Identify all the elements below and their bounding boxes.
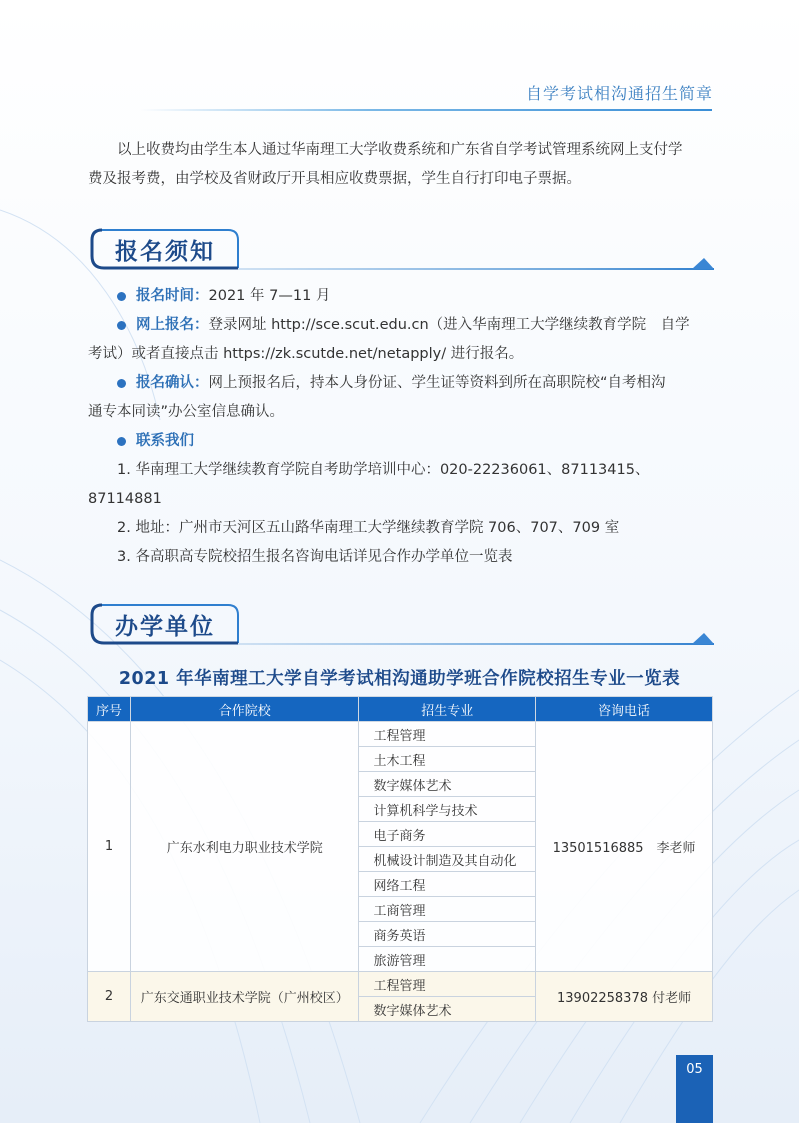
bullet-item-time (88, 282, 714, 311)
schools-table (87, 696, 713, 1022)
section-heading-schools (88, 603, 714, 647)
online-label: 网上报名： (136, 317, 209, 333)
major-cell: 数字媒体艺术 (359, 772, 536, 797)
bullet-dot-icon (117, 379, 126, 388)
major-cell: 旅游管理 (359, 947, 536, 972)
section-rule (238, 643, 714, 645)
section-rule (238, 268, 714, 270)
bullet-dot-icon (117, 292, 126, 301)
contact-2: 2. 地址：广州市天河区五山路华南理工大学继续教育学院 706、707、709 室 (117, 520, 620, 536)
registration-info (88, 282, 714, 572)
school-name: 广东水利电力职业技术学院 (130, 722, 359, 972)
phone-cell: 13902258378 付老师 (536, 972, 713, 1022)
intro-paragraph (88, 136, 714, 194)
header-divider (140, 109, 712, 111)
confirm-text: 网上预报名后，持本人身份证、学生证等资料到所在高职院校“自考相沟 (208, 375, 666, 391)
header-cell: 序号 (88, 697, 131, 722)
bullet-item-online (88, 311, 714, 340)
bullet-item-confirm (88, 369, 714, 398)
major-cell: 网络工程 (359, 872, 536, 897)
bullet-item-contact (88, 427, 714, 456)
bullet-dot-icon (117, 321, 126, 330)
contact-1: 1. 华南理工大学继续教育学院自考助学培训中心：020-22236061、87113415、 (117, 462, 650, 478)
header-title: 自学考试相沟通招生简章 (525, 84, 713, 103)
phone-cell: 13501516885 李老师 (536, 722, 713, 972)
triangle-icon (692, 633, 714, 644)
major-cell: 工程管理 (359, 722, 536, 747)
table-title: 2021 年华南理工大学自学考试相沟通助学班合作院校招生专业一览表 (118, 669, 681, 689)
section-title: 办学单位 (115, 614, 215, 640)
page-number: 05 (686, 1062, 703, 1077)
online-text-cont: 考试）或者直接点击 https://zk.scutde.net/netapply/ 进行报名。 (88, 346, 524, 362)
major-cell: 土木工程 (359, 747, 536, 772)
time-value: 2021 年 7—11 月 (208, 288, 331, 304)
major-cell: 工程管理 (359, 972, 536, 997)
table-row (88, 722, 713, 747)
row-number: 1 (88, 722, 131, 972)
contact-1-cont: 87114881 (88, 491, 162, 507)
table-header-row (88, 697, 713, 722)
header-cell: 招生专业 (359, 697, 536, 722)
contact-label: 联系我们 (136, 433, 194, 449)
major-cell: 工商管理 (359, 897, 536, 922)
section-heading-registration (88, 228, 714, 272)
confirm-text-cont: 通专本同读”办公室信息确认。 (88, 404, 285, 420)
row-number: 2 (88, 972, 131, 1022)
contact-3: 3. 各高职高专院校招生报名咨询电话详见合作办学单位一览表 (117, 549, 513, 565)
header-cell: 咨询电话 (536, 697, 713, 722)
major-cell: 计算机科学与技术 (359, 797, 536, 822)
major-cell: 机械设计制造及其自动化 (359, 847, 536, 872)
time-label: 报名时间： (136, 288, 209, 304)
school-name: 广东交通职业技术学院（广州校区） (130, 972, 359, 1022)
major-cell: 数字媒体艺术 (359, 997, 536, 1022)
online-text: 登录网址 http://sce.scut.edu.cn（进入华南理工大学继续教育学院 自学 (208, 317, 690, 333)
header-cell: 合作院校 (130, 697, 359, 722)
table-row (88, 972, 713, 997)
confirm-label: 报名确认： (136, 375, 209, 391)
major-cell: 电子商务 (359, 822, 536, 847)
section-title: 报名须知 (115, 239, 215, 265)
intro-line-2: 费及报考费，由学校及省财政厅开具相应收费票据，学生自行打印电子票据。 (88, 171, 581, 187)
triangle-icon (692, 258, 714, 269)
bullet-dot-icon (117, 437, 126, 446)
major-cell: 商务英语 (359, 922, 536, 947)
intro-line-1: 以上收费均由学生本人通过华南理工大学收费系统和广东省自学考试管理系统网上支付学 (117, 142, 683, 158)
